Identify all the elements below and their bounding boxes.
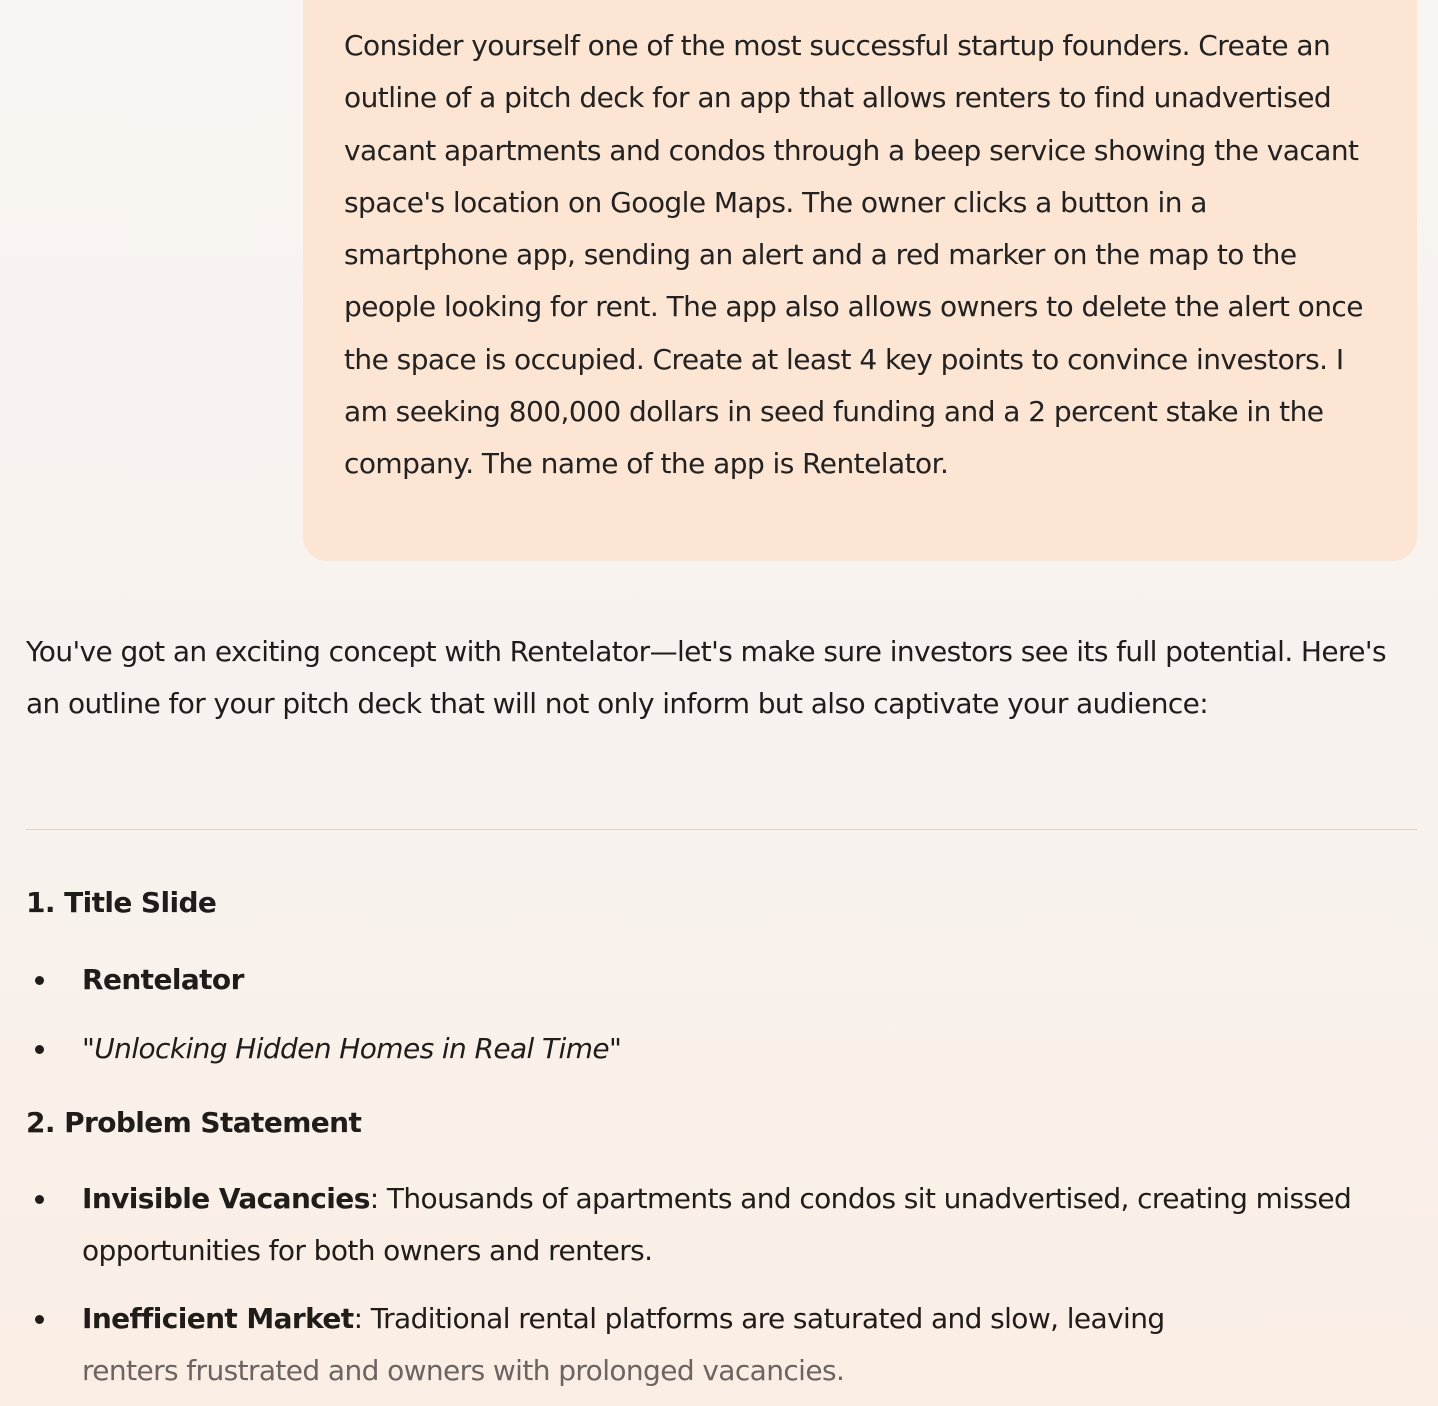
response-intro: You've got an exciting concept with Rentelator—let's make sure investors see its full potential. Here's an outline for your pitch deck that will not only inform but also captivate your audience: [26, 635, 1387, 720]
section-heading-title-slide: 1. Title Slide [26, 886, 217, 919]
bullet-dot [35, 1315, 44, 1324]
list-item [26, 954, 1418, 1006]
bullet-text: Rentelator [82, 963, 244, 996]
list-item [26, 1293, 1418, 1397]
bullet-description-continued: renters frustrated and owners with prolonged vacancies. [82, 1354, 845, 1387]
bullet-dot [35, 1195, 44, 1204]
bullet-dot [35, 976, 44, 985]
bullet-label: Invisible Vacancies [82, 1182, 370, 1215]
section-heading-problem-statement: 2. Problem Statement [26, 1106, 362, 1139]
bullet-dot [35, 1045, 44, 1054]
bullet-text [82, 1173, 1418, 1277]
list-item [26, 1023, 1418, 1075]
bullet-text [82, 1293, 1418, 1397]
bullet-text: "Unlocking Hidden Homes in Real Time" [82, 1032, 622, 1065]
bullet-description: : Thousands of apartments and condos sit unadvertised, creating missed opportunities for both owners and renters. [82, 1182, 1352, 1267]
user-message-bubble [303, 0, 1417, 561]
divider [26, 829, 1417, 830]
bullet-description: : Traditional rental platforms are saturated and slow, leaving [353, 1302, 1165, 1335]
bullet-label: Inefficient Market [82, 1302, 354, 1335]
assistant-response [26, 626, 1418, 730]
list-item [26, 1173, 1418, 1277]
user-message-text: Consider yourself one of the most successful startup founders. Create an outline of a pitch deck for an app that allows renters to find unadvertised vacant apartments and condos through a beep service showing the vacant space's location on Google Maps. The owner clicks a button in a smartphone app, sending an alert and a red marker on the map to the people looking for rent. The app also allows owners to delete the alert once the space is occupied. Create at least 4 key points to convince investors. I am seeking 800,000 dollars in seed funding and a 2 percent stake in the company. The name of the app is Rentelator. [344, 29, 1363, 481]
